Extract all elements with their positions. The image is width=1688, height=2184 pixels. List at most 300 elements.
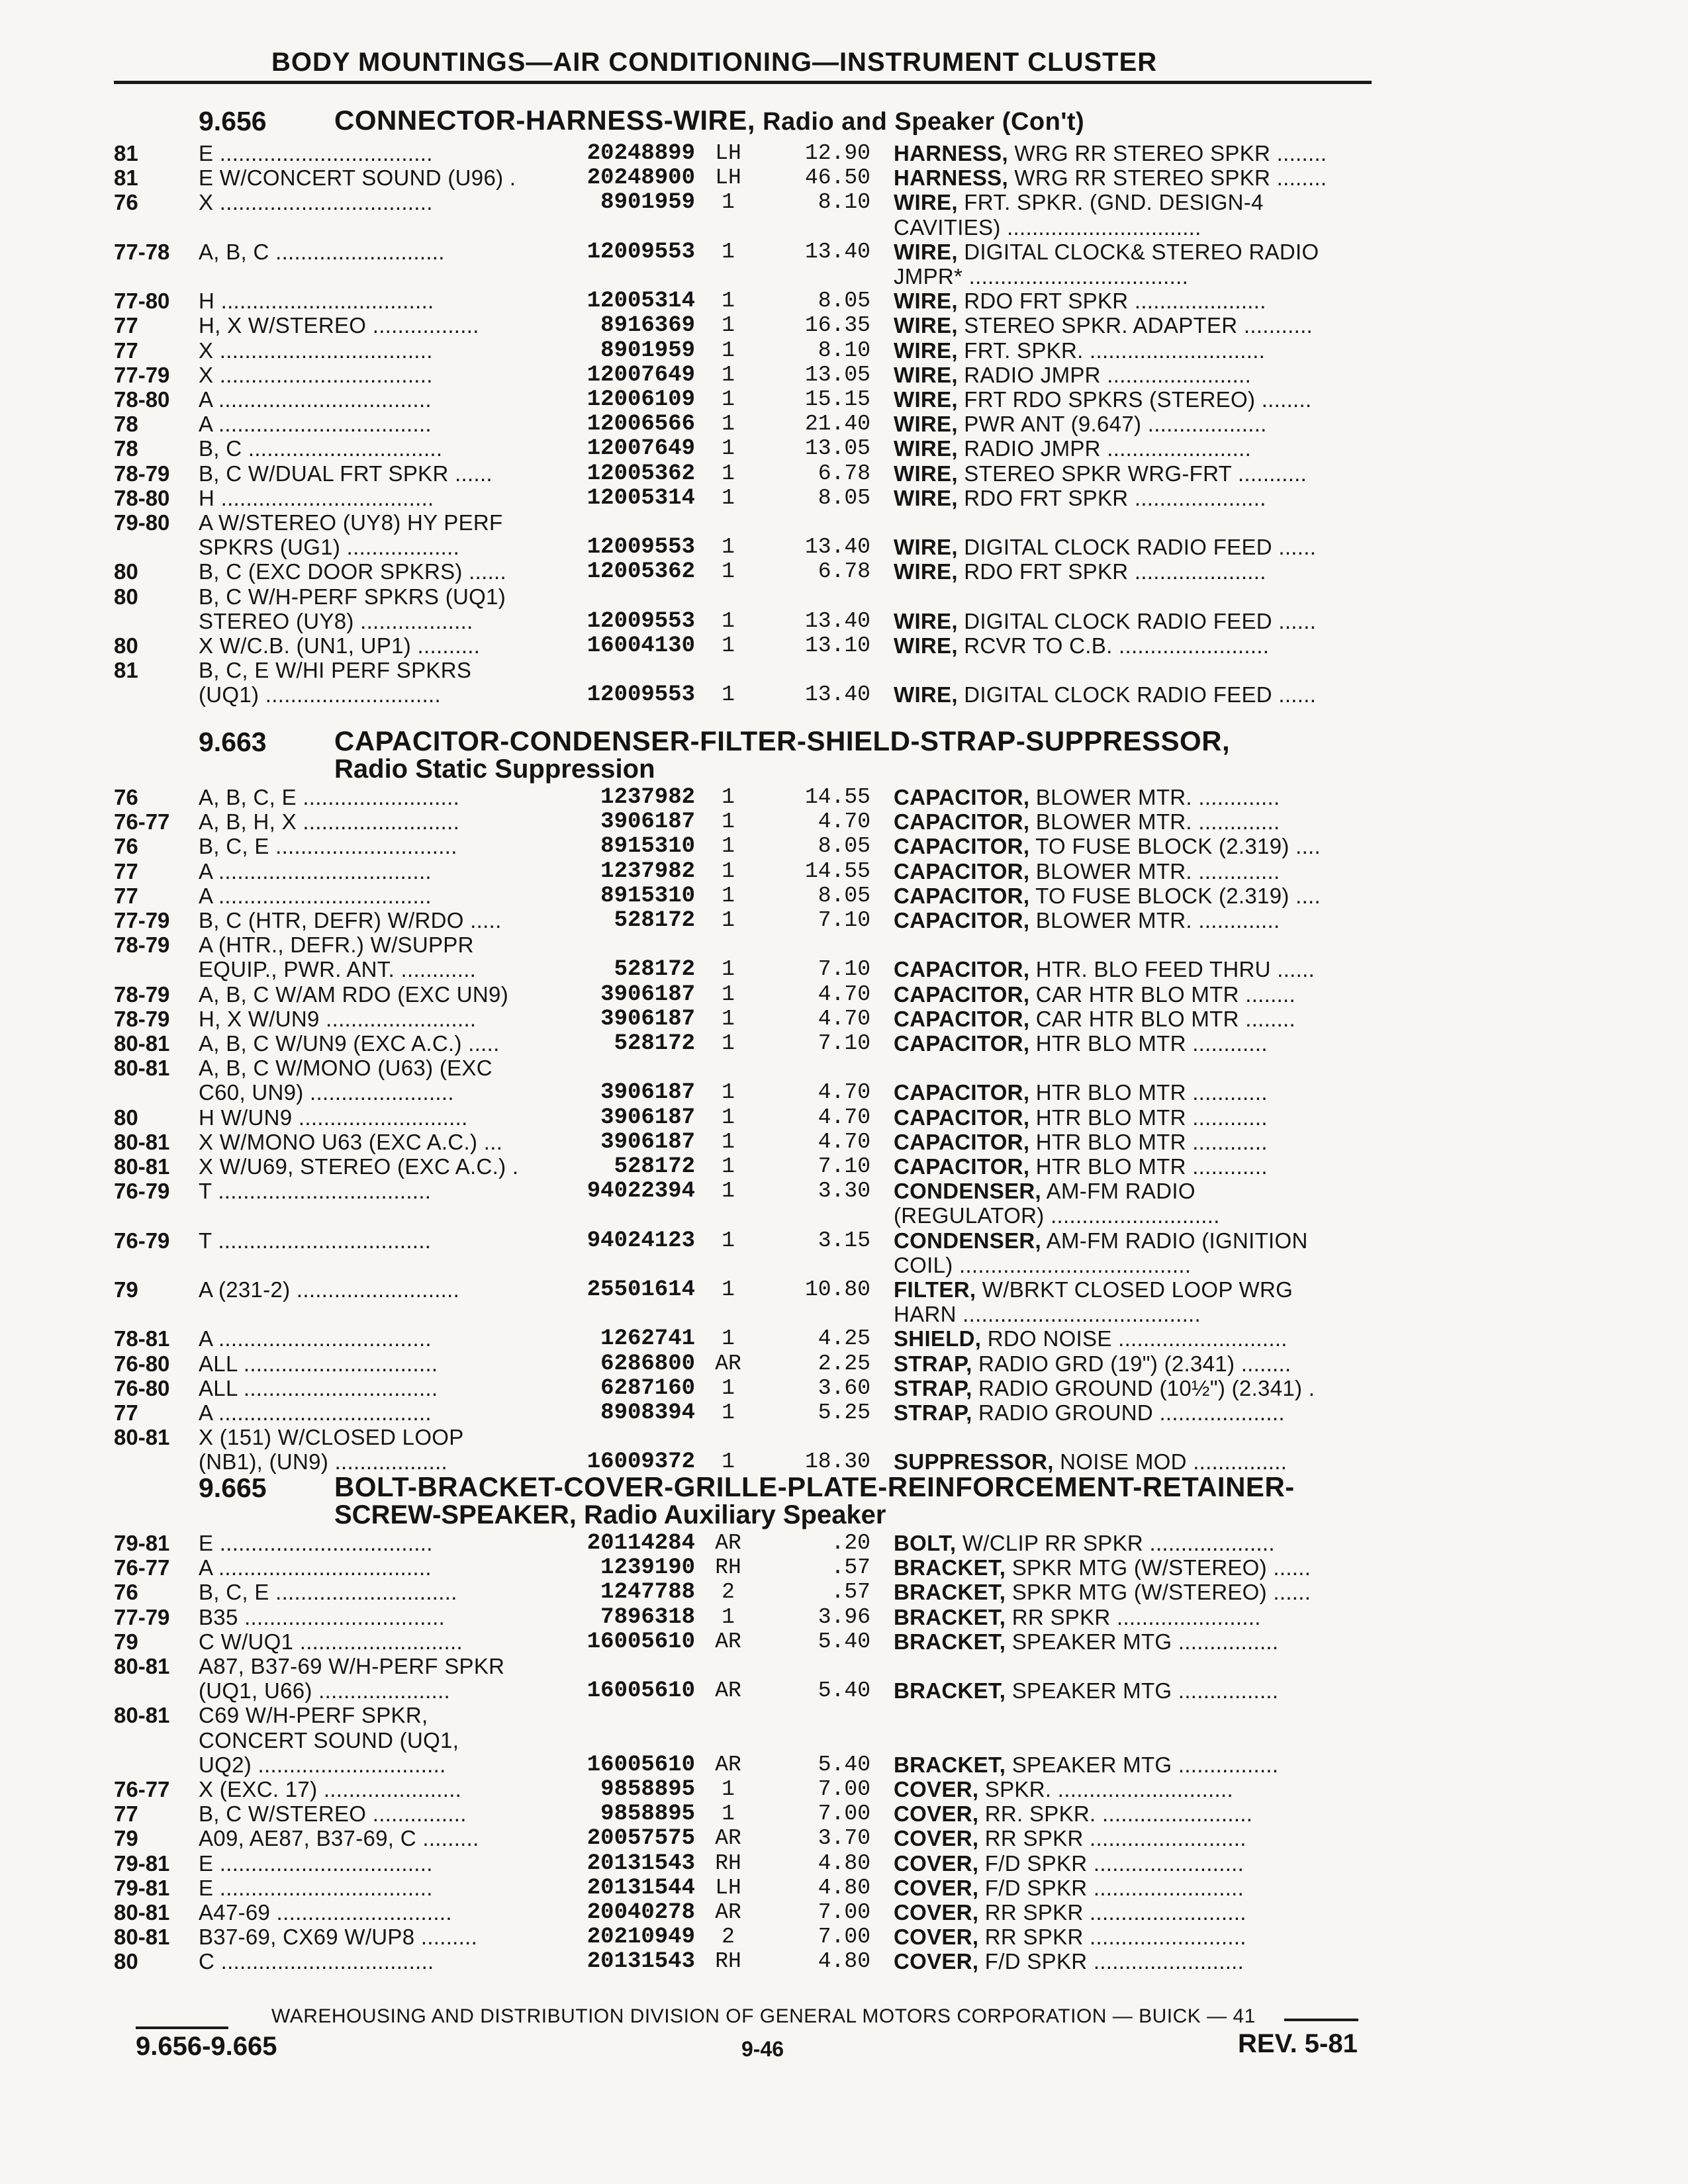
price: 6.78 [818, 461, 870, 486]
description-detail: F/D SPKR ........................ [978, 1850, 1244, 1876]
description [894, 1899, 1370, 1926]
application: B, C, E ............................. [199, 834, 457, 859]
model-year: 76-79 [114, 1228, 170, 1253]
part-row [0, 1604, 1688, 1631]
footer-revision: REV. 5-81 [1238, 2029, 1358, 2058]
part-number: 20131543 [586, 1850, 695, 1876]
model-year: 79 [114, 1826, 138, 1851]
price: 7.00 [818, 1801, 870, 1827]
part-number: 94022394 [586, 1179, 695, 1205]
description-detail: TO FUSE BLOCK (2.319) .... [1029, 883, 1321, 908]
description-detail: RDO FRT SPKR ..................... [957, 289, 1266, 314]
footer-distribution: WAREHOUSING AND DISTRIBUTION DIVISION OF GENERAL MOTORS CORPORATION — BUICK — 41 [271, 2005, 1256, 2027]
part-row [0, 239, 1688, 265]
description-detail: SPKR MTG (W/STEREO) ...... [1006, 1555, 1311, 1580]
description-keyword: COVER, [894, 1801, 979, 1827]
model-year: 79-81 [114, 1875, 170, 1900]
description-keyword: COVER, [894, 1949, 979, 1974]
part-number: 20040278 [586, 1900, 695, 1925]
part-row [0, 1424, 1688, 1451]
description-detail: CAR HTR BLO MTR ........ [1029, 981, 1295, 1007]
part-row [0, 907, 1688, 934]
quantity: 1 [722, 338, 735, 363]
section-title-main: CAPACITOR-CONDENSER-FILTER-SHIELD-STRAP-SUPPRESSOR, [334, 725, 1231, 756]
description-detail: RR SPKR ......................... [978, 1900, 1246, 1925]
model-year: 76-77 [114, 809, 170, 835]
quantity: 1 [722, 883, 735, 908]
quantity: 1 [722, 1375, 735, 1400]
section-title [334, 725, 1230, 757]
model-year: 77-79 [114, 362, 170, 387]
part-row [0, 1055, 1688, 1081]
description-detail: PWR ANT (9.647) ................... [957, 412, 1267, 437]
quantity: 1 [722, 1277, 735, 1302]
description-detail: HTR BLO MTR ............ [1029, 1031, 1268, 1056]
price: 4.70 [818, 1006, 870, 1031]
description-keyword: WIRE, [894, 190, 958, 215]
quantity: 1 [722, 387, 735, 412]
description-detail: DIGITAL CLOCK RADIO FEED ...... [957, 682, 1317, 707]
model-year: 80-81 [114, 1900, 170, 1925]
part-row [0, 288, 1688, 314]
model-year: 78-80 [114, 387, 170, 412]
price: 4.80 [818, 1949, 870, 1974]
model-year: 78-79 [114, 1006, 170, 1031]
description-keyword: STRAP, [894, 1351, 972, 1376]
part-row [0, 1629, 1688, 1655]
price: 12.90 [804, 141, 870, 165]
price: 5.40 [818, 1678, 870, 1704]
description [894, 165, 1370, 191]
model-year: 80-81 [114, 1154, 170, 1179]
description-detail: SPEAKER MTG ................ [1006, 1752, 1279, 1777]
description [894, 288, 1370, 314]
application: B, C W/H-PERF SPKRS (UQ1) [199, 584, 506, 609]
part-row [0, 485, 1688, 512]
application: A W/STEREO (UY8) HY PERF [199, 510, 503, 535]
part-row [0, 362, 1688, 388]
price: 8.05 [818, 834, 870, 859]
part-number: 12009553 [586, 239, 695, 265]
description [894, 608, 1370, 635]
quantity: 1 [722, 1006, 735, 1031]
quantity: 1 [722, 1400, 735, 1425]
description [894, 1203, 1370, 1229]
description-keyword: WIRE, [894, 559, 958, 584]
price: 10.80 [804, 1277, 870, 1302]
description-detail: SPEAKER MTG ................ [1006, 1678, 1279, 1704]
quantity: 1 [722, 313, 735, 338]
description-detail: RDO FRT SPKR ..................... [957, 559, 1266, 584]
application: C69 W/H-PERF SPKR, [199, 1703, 428, 1728]
model-year: 78-80 [114, 485, 170, 510]
description [894, 1948, 1370, 1975]
description-keyword: COVER, [894, 1826, 979, 1851]
description-detail: RADIO GRD (19") (2.341) ........ [972, 1351, 1291, 1376]
quantity: 1 [722, 190, 735, 215]
description-keyword: WIRE, [894, 682, 958, 707]
part-row [0, 1252, 1688, 1279]
description [894, 485, 1370, 512]
description-detail: HARN ...................................... [894, 1302, 1201, 1327]
part-number: 528172 [614, 1031, 695, 1056]
description-keyword: WIRE, [894, 461, 958, 486]
application: EQUIP., PWR. ANT. ............ [199, 957, 477, 982]
description-keyword: HARNESS, [894, 141, 1008, 165]
price: 46.50 [804, 165, 870, 191]
description [894, 140, 1370, 167]
description-keyword: SHIELD, [894, 1326, 982, 1351]
quantity: 1 [722, 608, 735, 633]
description-keyword: CAPACITOR, [894, 957, 1030, 982]
description-detail: CAR HTR BLO MTR ........ [1029, 1006, 1295, 1031]
description [894, 1604, 1370, 1631]
price: 7.10 [818, 908, 870, 933]
quantity: 1 [722, 1228, 735, 1253]
quantity: 1 [722, 633, 735, 658]
model-year: 76 [114, 1580, 138, 1605]
model-year: 78-81 [114, 1326, 170, 1351]
part-row [0, 1277, 1688, 1303]
price: 4.25 [818, 1326, 870, 1351]
description-keyword: WIRE, [894, 436, 958, 461]
application: B, C, E W/HI PERF SPKRS [199, 658, 472, 683]
application: A, B, C ........................... [199, 239, 445, 264]
description [894, 387, 1370, 413]
description-detail: CAVITIES) ............................... [894, 214, 1201, 240]
quantity: 1 [722, 785, 735, 809]
description [894, 981, 1370, 1008]
description [894, 682, 1370, 708]
description-detail: BLOWER MTR. ............. [1029, 908, 1280, 933]
quantity: 1 [722, 682, 735, 707]
price: 8.10 [818, 190, 870, 215]
part-row [0, 1579, 1688, 1606]
part-number: 9858895 [600, 1801, 695, 1827]
description [894, 1326, 1370, 1352]
quantity: 1 [722, 1604, 735, 1629]
price: .57 [831, 1580, 870, 1605]
part-row [0, 858, 1688, 885]
section-title-main: BOLT-BRACKET-COVER-GRILLE-PLATE-REINFORCEMENT-RETAINER- [334, 1471, 1295, 1502]
description-keyword: WIRE, [894, 485, 958, 510]
description-detail: HTR BLO MTR ............ [1029, 1080, 1268, 1105]
price: 8.10 [818, 338, 870, 363]
part-number: 12007649 [586, 362, 695, 388]
description-keyword: CAPACITOR, [894, 1080, 1030, 1105]
quantity: 1 [722, 535, 735, 560]
description-detail: FRT RDO SPKRS (STEREO) ........ [957, 387, 1312, 412]
description-detail: HTR BLO MTR ............ [1029, 1154, 1268, 1179]
model-year: 76-80 [114, 1351, 170, 1376]
description-detail: AM-FM RADIO (IGNITION [1041, 1228, 1308, 1253]
model-year: 76 [114, 190, 138, 215]
description [894, 1678, 1370, 1704]
part-number: 12005314 [586, 485, 695, 511]
description [894, 1277, 1370, 1303]
price: 3.15 [818, 1228, 870, 1253]
application: B35 ................................ [199, 1604, 445, 1629]
description-keyword: COVER, [894, 1900, 979, 1925]
description-detail: SPEAKER MTG ................ [1006, 1629, 1279, 1654]
part-number: 12006109 [586, 387, 695, 412]
application: (UQ1) ............................ [199, 682, 441, 707]
price: 18.30 [804, 1449, 870, 1475]
application: A47-69 ............................ [199, 1900, 452, 1925]
application: A, B, H, X ......................... [199, 809, 460, 835]
description [894, 1629, 1370, 1655]
description-keyword: COVER, [894, 1925, 979, 1950]
application: A .................................. [199, 387, 432, 412]
part-row [0, 1351, 1688, 1377]
model-year: 80 [114, 1105, 138, 1130]
model-year: 76-77 [114, 1555, 170, 1580]
model-year: 77 [114, 338, 138, 363]
description-detail: RDO NOISE ........................... [981, 1326, 1288, 1351]
quantity: 2 [722, 1925, 735, 1950]
description [894, 858, 1370, 885]
price: 5.40 [818, 1752, 870, 1777]
description-keyword: CAPACITOR, [894, 1154, 1030, 1179]
description [894, 1924, 1370, 1950]
application: A, B, C W/MONO (U63) (EXC [199, 1056, 492, 1081]
application: E W/CONCERT SOUND (U96) . [199, 165, 516, 191]
description-keyword: SUPPRESSOR, [894, 1449, 1054, 1475]
quantity: 1 [722, 289, 735, 314]
application: A (HTR., DEFR.) W/SUPPR [199, 933, 474, 958]
application: E .................................. [199, 1875, 433, 1900]
price: 5.25 [818, 1400, 870, 1425]
model-year: 79 [114, 1629, 138, 1654]
price: 14.55 [804, 858, 870, 884]
description [894, 1178, 1370, 1205]
application: A, B, C, E ......................... [199, 785, 460, 809]
quantity: 1 [722, 461, 735, 486]
part-number: 12007649 [586, 436, 695, 462]
part-row [0, 1129, 1688, 1156]
description [894, 1752, 1370, 1778]
section-title [334, 1471, 1295, 1503]
application: A .................................. [199, 858, 432, 884]
model-year: 78-79 [114, 461, 170, 486]
part-number: 12005362 [586, 461, 695, 486]
description [894, 461, 1370, 487]
model-year: 77 [114, 1801, 138, 1827]
price: 4.70 [818, 1105, 870, 1130]
model-year: 77-79 [114, 1604, 170, 1629]
description [894, 1252, 1370, 1279]
application: SPKRS (UG1) .................. [199, 535, 460, 560]
description [894, 784, 1370, 811]
description-detail: DIGITAL CLOCK RADIO FEED ...... [957, 608, 1317, 633]
price: 3.60 [818, 1375, 870, 1400]
quantity: 2 [722, 1580, 735, 1605]
price: 5.40 [818, 1629, 870, 1654]
part-row [0, 833, 1688, 860]
model-year: 79-81 [114, 1531, 170, 1555]
part-number: 9858895 [600, 1777, 695, 1802]
quantity: 1 [722, 1129, 735, 1154]
application: X W/C.B. (UN1, UP1) .......... [199, 633, 481, 658]
quantity: 1 [722, 362, 735, 387]
application: H, X W/UN9 ........................ [199, 1006, 477, 1031]
part-row [0, 1400, 1688, 1426]
application: ALL ............................... [199, 1375, 438, 1400]
description [894, 1129, 1370, 1156]
description-keyword: BRACKET, [894, 1604, 1006, 1629]
part-row [0, 809, 1688, 835]
application: H W/UN9 ........................... [199, 1105, 468, 1130]
quantity: 1 [722, 1326, 735, 1351]
description-detail: FRT. SPKR. (GND. DESIGN-4 [957, 190, 1264, 215]
description-keyword: CAPACITOR, [894, 981, 1030, 1007]
model-year: 76-77 [114, 1777, 170, 1801]
model-year: 78 [114, 436, 138, 461]
description-detail: SPKR MTG (W/STEREO) ...... [1006, 1580, 1311, 1605]
part-number: 8901959 [600, 190, 695, 216]
model-year: 80-81 [114, 1129, 170, 1154]
model-year: 77 [114, 883, 138, 908]
part-number: 3906187 [600, 1105, 695, 1130]
part-row [0, 1850, 1688, 1877]
part-row [0, 1924, 1688, 1950]
part-row [0, 165, 1688, 191]
quantity: AR [715, 1531, 741, 1555]
price: .20 [831, 1531, 870, 1555]
application: STEREO (UY8) .................. [199, 608, 473, 633]
part-row [0, 956, 1688, 983]
part-row [0, 338, 1688, 364]
part-number: 16005610 [586, 1752, 695, 1778]
description-keyword: BRACKET, [894, 1580, 1006, 1605]
part-row [0, 312, 1688, 339]
model-year: 81 [114, 165, 138, 191]
model-year: 80-81 [114, 1031, 170, 1056]
quantity: 1 [722, 1154, 735, 1179]
description-detail: W/CLIP RR SPKR .................... [956, 1531, 1275, 1555]
quantity: AR [715, 1629, 741, 1654]
part-row [0, 1653, 1688, 1680]
price: 14.55 [804, 785, 870, 809]
application: A87, B37-69 W/H-PERF SPKR [199, 1654, 505, 1678]
application: T .................................. [199, 1228, 432, 1253]
model-year: 80 [114, 584, 138, 609]
price: 15.15 [804, 387, 870, 412]
application: H .................................. [199, 485, 434, 510]
description [894, 312, 1370, 339]
part-row [0, 883, 1688, 909]
description [894, 809, 1370, 835]
model-year: 79 [114, 1277, 138, 1302]
description [894, 1850, 1370, 1877]
description-keyword: WIRE, [894, 362, 958, 387]
part-row [0, 1776, 1688, 1803]
price: 16.35 [804, 313, 870, 338]
part-row [0, 1178, 1688, 1205]
model-year: 80-81 [114, 1056, 170, 1081]
part-row [0, 633, 1688, 659]
description [894, 633, 1370, 659]
description-keyword: WIRE, [894, 412, 958, 437]
part-number: 8901959 [600, 338, 695, 363]
part-number: 1237982 [600, 785, 695, 810]
application: A .................................. [199, 883, 432, 908]
description-detail: DIGITAL CLOCK RADIO FEED ...... [957, 535, 1317, 560]
model-year: 76 [114, 785, 138, 809]
quantity: 1 [722, 957, 735, 982]
description-keyword: CAPACITOR, [894, 1006, 1030, 1031]
quantity: LH [715, 1875, 741, 1900]
description [894, 1579, 1370, 1606]
application: B37-69, CX69 W/UP8 ......... [199, 1925, 478, 1950]
application: A09, AE87, B37-69, C ......... [199, 1826, 479, 1851]
description-detail: RR. SPKR. ........................ [978, 1801, 1253, 1827]
part-number: 12005362 [586, 559, 695, 585]
section-number: 9.663 [199, 727, 267, 757]
model-year: 81 [114, 658, 138, 683]
model-year: 77 [114, 313, 138, 338]
description-detail: RDO FRT SPKR ..................... [957, 485, 1266, 510]
price: 7.10 [818, 1031, 870, 1056]
model-year: 79-80 [114, 510, 170, 535]
description-detail: NOISE MOD ............... [1053, 1449, 1288, 1475]
application: (NB1), (UN9) .................. [199, 1449, 448, 1475]
description-detail: BLOWER MTR. ............. [1029, 858, 1280, 884]
description-detail: WRG RR STEREO SPKR ........ [1008, 165, 1327, 191]
description-keyword: BRACKET, [894, 1555, 1006, 1580]
part-number: 3906187 [600, 1006, 695, 1032]
part-row [0, 559, 1688, 585]
part-row [0, 657, 1688, 684]
page-header-title: BODY MOUNTINGS—AIR CONDITIONING—INSTRUMENT CLUSTER [271, 48, 1158, 77]
quantity: RH [715, 1949, 741, 1974]
part-number: 6287160 [600, 1375, 695, 1401]
model-year: 80 [114, 633, 138, 658]
part-number: 6286800 [600, 1351, 695, 1377]
description [894, 883, 1370, 909]
description [894, 1875, 1370, 1901]
price: 4.70 [818, 1080, 870, 1105]
description-keyword: WIRE, [894, 313, 958, 338]
application: B, C (EXC DOOR SPKRS) ...... [199, 559, 506, 584]
description [894, 907, 1370, 934]
application: X .................................. [199, 362, 433, 387]
description [894, 1825, 1370, 1852]
application: A .................................. [199, 1326, 432, 1351]
quantity: AR [715, 1678, 741, 1704]
section-number: 9.656 [199, 106, 267, 136]
application: H, X W/STEREO ................. [199, 313, 479, 338]
footer-page-number: 9-46 [741, 2037, 784, 2061]
application: E .................................. [199, 141, 433, 165]
description-detail: TO FUSE BLOCK (2.319) .... [1029, 834, 1321, 859]
model-year: 80-81 [114, 1925, 170, 1950]
part-row [0, 1752, 1688, 1778]
description-keyword: BOLT, [894, 1531, 957, 1555]
quantity: 1 [722, 1105, 735, 1130]
part-number: 20131544 [586, 1875, 695, 1901]
description [894, 214, 1370, 241]
part-number: 528172 [614, 908, 695, 933]
section-title-main: CONNECTOR-HARNESS-WIRE, [334, 105, 756, 136]
part-number: 12009553 [586, 682, 695, 708]
description [894, 1301, 1370, 1328]
price: 3.70 [818, 1826, 870, 1851]
model-year: 80 [114, 559, 138, 584]
part-number: 20248899 [586, 141, 695, 166]
description [894, 435, 1370, 462]
part-row [0, 534, 1688, 561]
